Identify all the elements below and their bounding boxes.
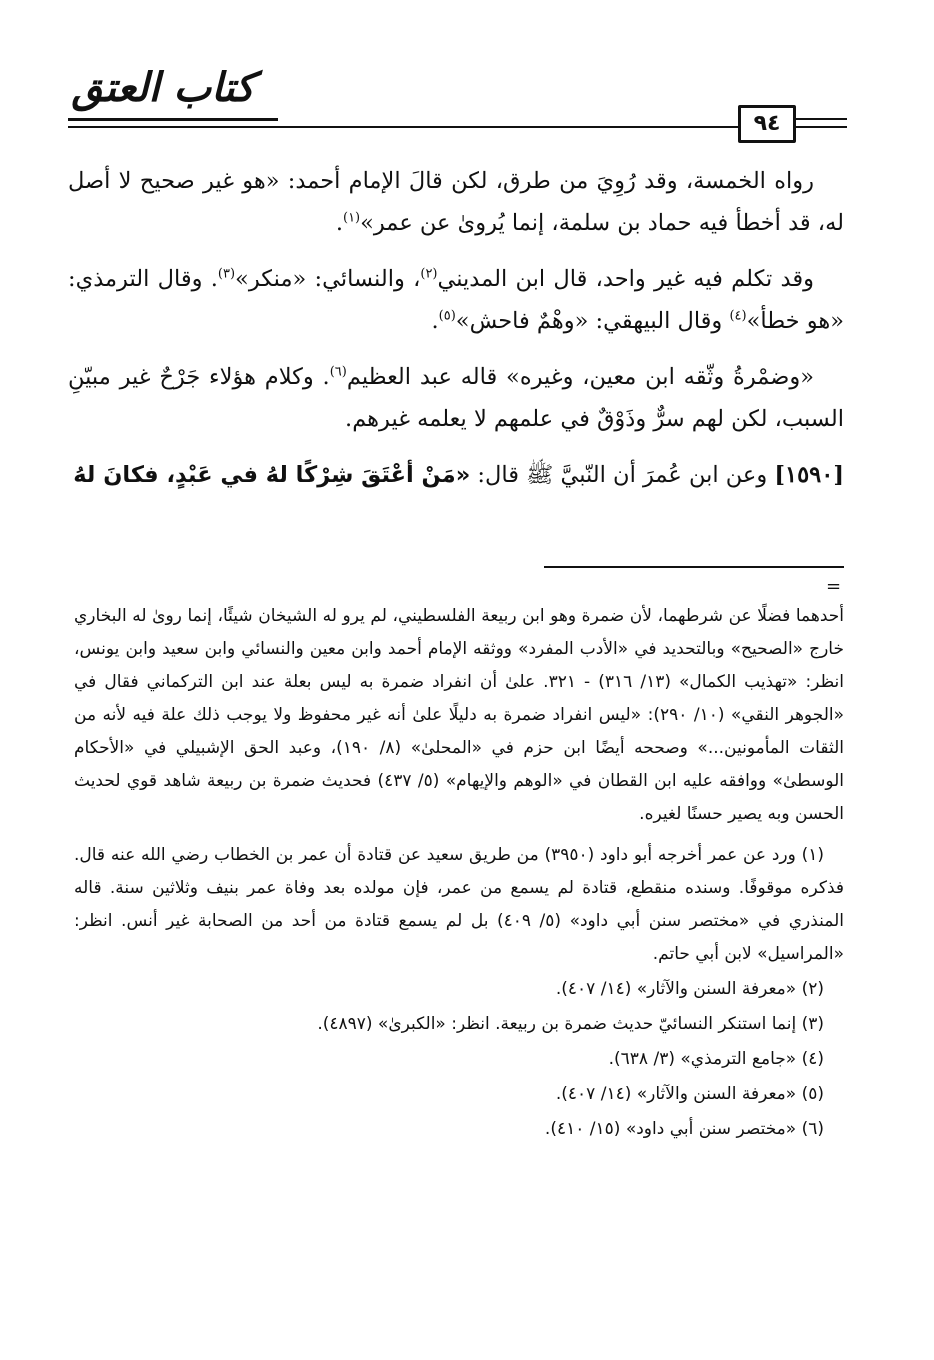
paragraph-3-text-a: «وضمْرةُ وثّقه ابن معين، وغيره» قاله عبد العظيم [346, 364, 814, 390]
footnote-ref-5: (٥) [438, 308, 456, 324]
chapter-title: كتاب العتق [71, 65, 255, 111]
paragraph-1 [68, 160, 844, 244]
header-rule-right-bottom [793, 126, 847, 128]
footnote-ref-6: (٦) [329, 364, 347, 380]
footnote-ref-3: (٣) [217, 266, 236, 282]
header-rule [68, 126, 758, 128]
footnotes [74, 600, 844, 1148]
paragraph-2-text-c: . وقال الترمذي: «هو خطأ» [68, 266, 844, 334]
hadith-text: «مَنْ أعْتَقَ شِرْكًا لهُ في عَبْدٍ، فكانَ لهُ [73, 462, 471, 488]
header-rule-right-top [793, 118, 847, 120]
paragraph-1-end: . [335, 210, 343, 236]
footnote-2: (٢) «معرفة السنن والآثار» (١٤/ ٤٠٧). [555, 979, 824, 999]
footnote-6: (٦) «مختصر سنن أبي داود» (١٥/ ٤١٠). [544, 1119, 824, 1139]
page-number: ٩٤ [738, 105, 796, 143]
footnote-ref-2: (٢) [420, 266, 438, 282]
footnote-ref-1: (١) [342, 210, 361, 226]
paragraph-2-text-d: وقال البيهقي: «وهْمٌ فاحش» [455, 308, 730, 334]
paragraph-2-text-a: وقد تكلم فيه غير واحد، قال ابن المديني [437, 266, 814, 292]
footnote-1: (١) ورد عن عمر أخرجه أبو داود (٣٩٥٠) من طريق سعيد عن قتادة أن عمر بن الخطاب رضي الله عنه قال. فذكره موقوفًا. وسنده منقطع، قتادة لم يسمع من عمر، فإن مولده بعد وفاة عمر بنيف وثلاثين سنة. قاله المنذري في «مختصر سنن أبي داود» (٥/ ٤٠٩) بل لم يسمع قتادة من أحد من الصحابة غير أنس. انظر: «المراسيل» لابن أبي حاتم. [74, 845, 844, 964]
hadith-number: [١٥٩٠] [774, 462, 844, 488]
footnote-3: (٣) إنما استنكر النسائيّ حديث ضمرة بن ربيعة. انظر: «الكبرىٰ» (٤٨٩٧). [317, 1014, 824, 1034]
paragraph-2-end: . [431, 308, 439, 334]
footnote-continuation: أحدهما فضلًا عن شرطهما، لأن ضمرة وهو ابن ربيعة الفلسطيني، لم يرو له الشيخان شيئًا، إنما روىٰ له البخاري خارج «الصحيح» وبالتحديد في «الأدب المفرد» ووثقه الإمام أحمد وابن معين والنسائي وابن سعيد وابن يونس، انظر: «تهذيب الكمال» (١٣/ ٣١٦) - ٣٢١. علىٰ أن انفراد ضمرة به ليس بعلة عند ابن التركماني فقال في «الجوهر النقي» (١٠/ ٢٩٠): «ليس انفراد ضمرة به دليلًا علىٰ أنه غير محفوظ ولا يوجب ذلك علة فيه لأنه من الثقات المأمونين...» وصححه أيضًا ابن حزم في «المحلىٰ» (٨/ ١٩٠)، وعبد الحق الإشبيلي في «الأحكام الوسطىٰ» ووافقه عليه ابن القطان في «الوهم والإيهام» (٥/ ٤٣٧) فحديث ضمرة بن ربيعة شاهد قوي لحديث الحسن وبه يصير حسنًا لغيره. [74, 606, 845, 824]
footnote-separator [544, 566, 844, 568]
paragraph-2-text-b: ، والنسائي: «منكر» [235, 266, 421, 292]
paragraph-1-text: رواه الخمسة، وقد رُوِيَ من طرق، لكن قالَ الإمام أحمد: «هو غير صحيح لا أصل له، قد أخطأ فيه حماد بن سلمة، إنما يُروىٰ عن عمر» [68, 168, 844, 236]
footnote-ref-4: (٤) [729, 308, 747, 324]
paragraph-2 [68, 258, 844, 342]
footnote-5: (٥) «معرفة السنن والآثار» (١٤/ ٤٠٧). [555, 1084, 824, 1104]
hadith-paragraph [68, 454, 844, 496]
footnote-continuation-mark: = [826, 576, 842, 597]
paragraph-3-text-b: . وكلام هؤلاء جَرْحٌ غير مبيّنِ السبب، لكن لهم سرٌّ وذَوْقٌ في علمهم لا يعلمه غيرهم. [68, 364, 844, 432]
hadith-intro: وعن ابن عُمرَ أن النّبيَّ ﷺ قال: [470, 462, 775, 488]
page-header [0, 0, 934, 150]
footnote-4: (٤) «جامع الترمذي» (٣/ ٦٣٨). [608, 1049, 824, 1069]
title-underline [68, 118, 278, 121]
paragraph-3 [68, 356, 844, 440]
main-text [68, 160, 844, 510]
